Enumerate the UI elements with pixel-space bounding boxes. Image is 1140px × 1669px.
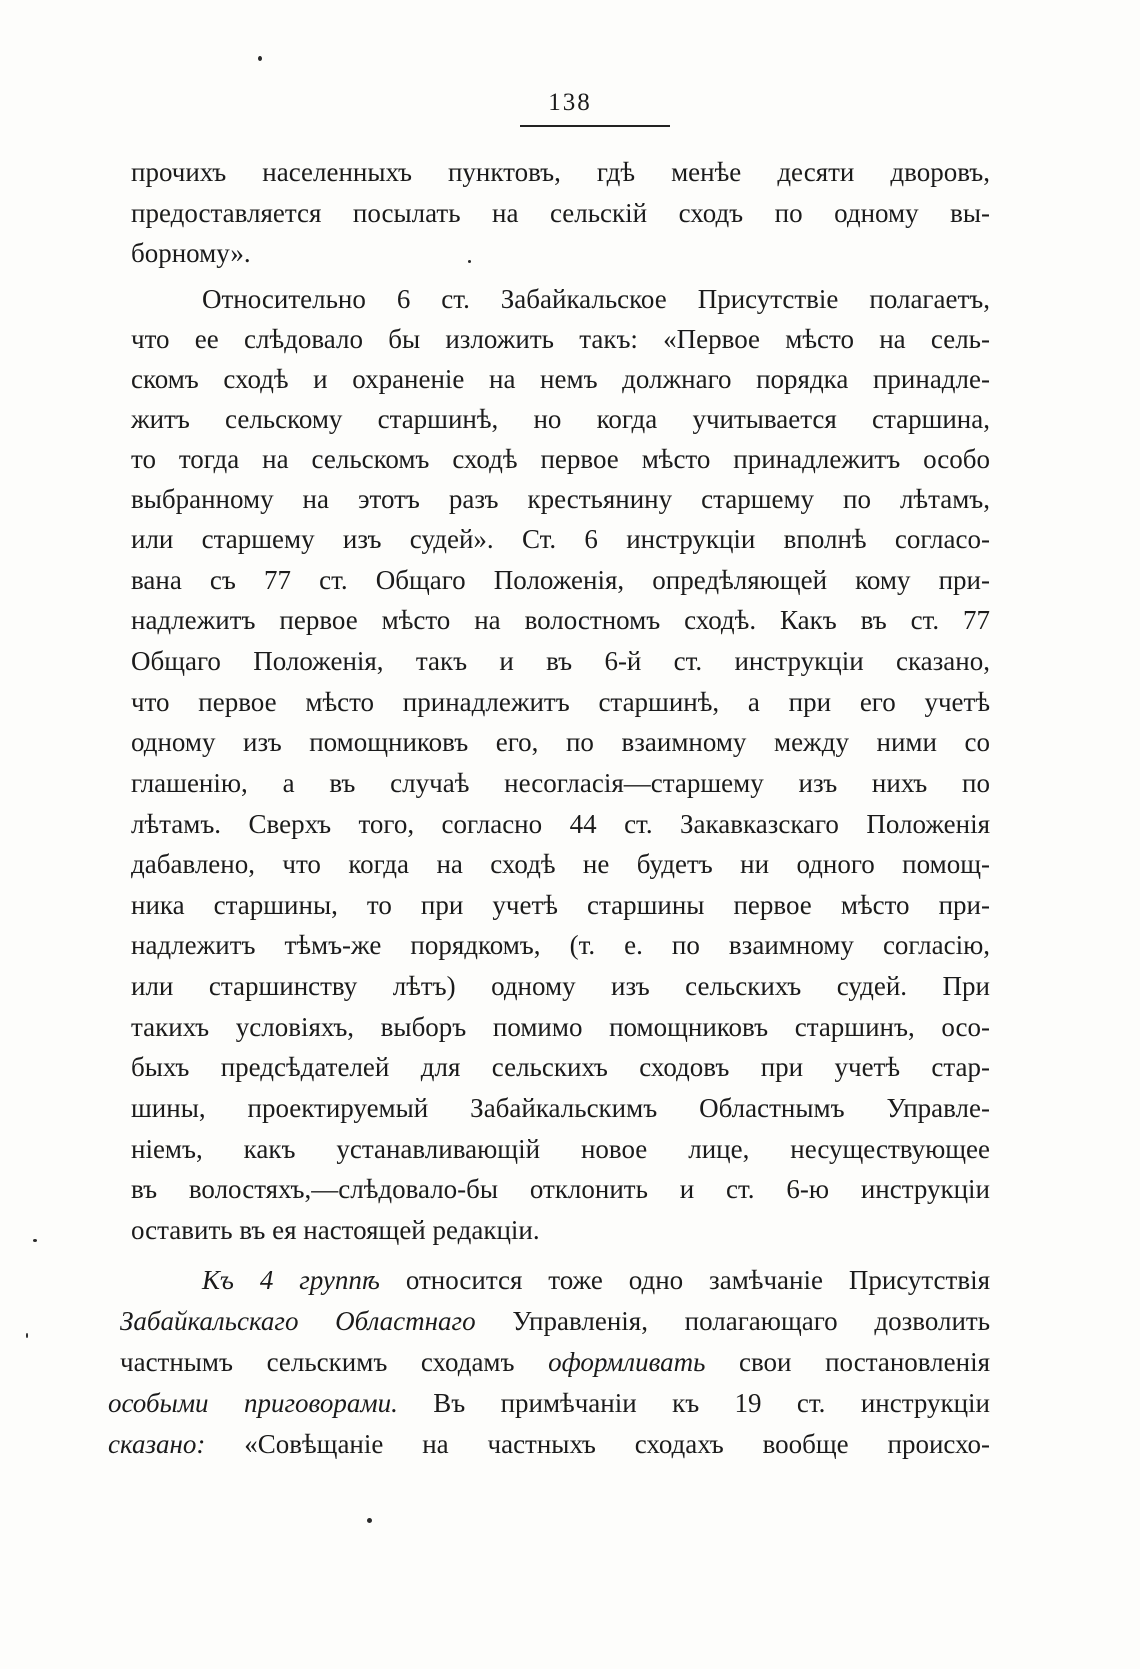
text-line: такихъ условіяхъ, выборъ помимо помощниковъ старшинъ, осо- <box>131 1012 990 1042</box>
text-line: или старшинству лѣтъ) одному изъ сельскихъ судей. При <box>131 971 990 1001</box>
text-line: надлежитъ первое мѣсто на волостномъ сходѣ. Какъ въ ст. 77 <box>131 605 990 635</box>
ink-speck <box>26 1333 28 1338</box>
text-line: одному изъ помощниковъ его, по взаимному между ними со <box>131 727 990 757</box>
text-line: борному». <box>131 238 251 268</box>
ink-speck <box>468 260 471 263</box>
italic-run: сказано: <box>108 1429 206 1459</box>
text-line: предоставляется посылать на сельскій сходъ по одному вы- <box>131 198 990 228</box>
ink-speck <box>33 1239 37 1242</box>
text-line: шины, проектируемый Забайкальскимъ Областнымъ Управле- <box>131 1093 990 1123</box>
text-line: скомъ сходѣ и охраненіе на немъ должнаго порядка принадле- <box>131 364 990 394</box>
italic-run: Къ 4 группѣ <box>202 1265 380 1295</box>
ink-speck <box>258 56 262 61</box>
ink-speck <box>367 1518 372 1523</box>
text-line: или старшему изъ судей». Ст. 6 инструкціи вполнѣ согласо- <box>131 524 990 554</box>
italic-run: особыми приговорами. <box>108 1388 398 1418</box>
text-line: надлежитъ тѣмъ-же порядкомъ, (т. е. по взаимному согласію, <box>131 930 990 960</box>
text-line: ника старшины, то при учетѣ старшины первое мѣсто при- <box>131 890 990 920</box>
text-line: то тогда на сельскомъ сходѣ первое мѣсто принадлежитъ особо <box>131 444 990 474</box>
text-line: ніемъ, какъ устанавливающій новое лице, несуществующее <box>131 1134 990 1164</box>
page-number: 138 <box>548 89 592 116</box>
text-line: житъ сельскому старшинѣ, но когда учитывается старшина, <box>131 404 990 434</box>
text-line: Забайкальскаго Областнаго Управленія, полагающаго дозволить <box>120 1306 991 1336</box>
text-line: частнымъ сельскимъ сходамъ оформливать свои постановленія <box>120 1347 990 1377</box>
text-line: въ волостяхъ,—слѣдовало-бы отклонить и ст. 6-ю инструкціи <box>131 1174 990 1204</box>
text-line: Относительно 6 ст. Забайкальское Присутствіе полагаетъ, <box>202 284 990 314</box>
text-line: дабавлено, что когда на сходѣ не будетъ ни одного помощ- <box>131 849 990 879</box>
text-line: лѣтамъ. Сверхъ того, согласно 44 ст. Закавказскаго Положенія <box>131 809 990 839</box>
text-line: сказано: «Совѣщаніе на частныхъ сходахъ вообще происхо- <box>108 1429 990 1459</box>
text-line: быхъ предсѣдателей для сельскихъ сходовъ при учетѣ стар- <box>131 1052 990 1082</box>
text-line: что ее слѣдовало бы изложить такъ: «Первое мѣсто на сель- <box>131 324 990 354</box>
text-line: Общаго Положенія, такъ и въ 6-й ст. инструкціи сказано, <box>131 646 990 676</box>
italic-run: Забайкальскаго Областнаго <box>120 1306 476 1336</box>
italic-run: оформливать <box>548 1347 706 1377</box>
text-line: прочихъ населенныхъ пунктовъ, гдѣ менѣе десяти дворовъ, <box>131 157 990 187</box>
text-line: что первое мѣсто принадлежитъ старшинѣ, а при его учетѣ <box>131 687 990 717</box>
text-line: глашенію, а въ случаѣ несогласія—старшему изъ нихъ по <box>131 768 990 798</box>
text-line: Къ 4 группѣ относится тоже одно замѣчаніе Присутствія <box>202 1265 990 1295</box>
text-line: вана съ 77 ст. Общаго Положенія, опредѣляющей кому при- <box>131 565 990 595</box>
text-line: выбранному на этотъ разъ крестьянину старшему по лѣтамъ, <box>131 484 990 514</box>
text-line: особыми приговорами. Въ примѣчаніи къ 19 ст. инструкціи <box>108 1388 990 1418</box>
text-line: оставить въ ея настоящей редакціи. <box>131 1215 540 1245</box>
